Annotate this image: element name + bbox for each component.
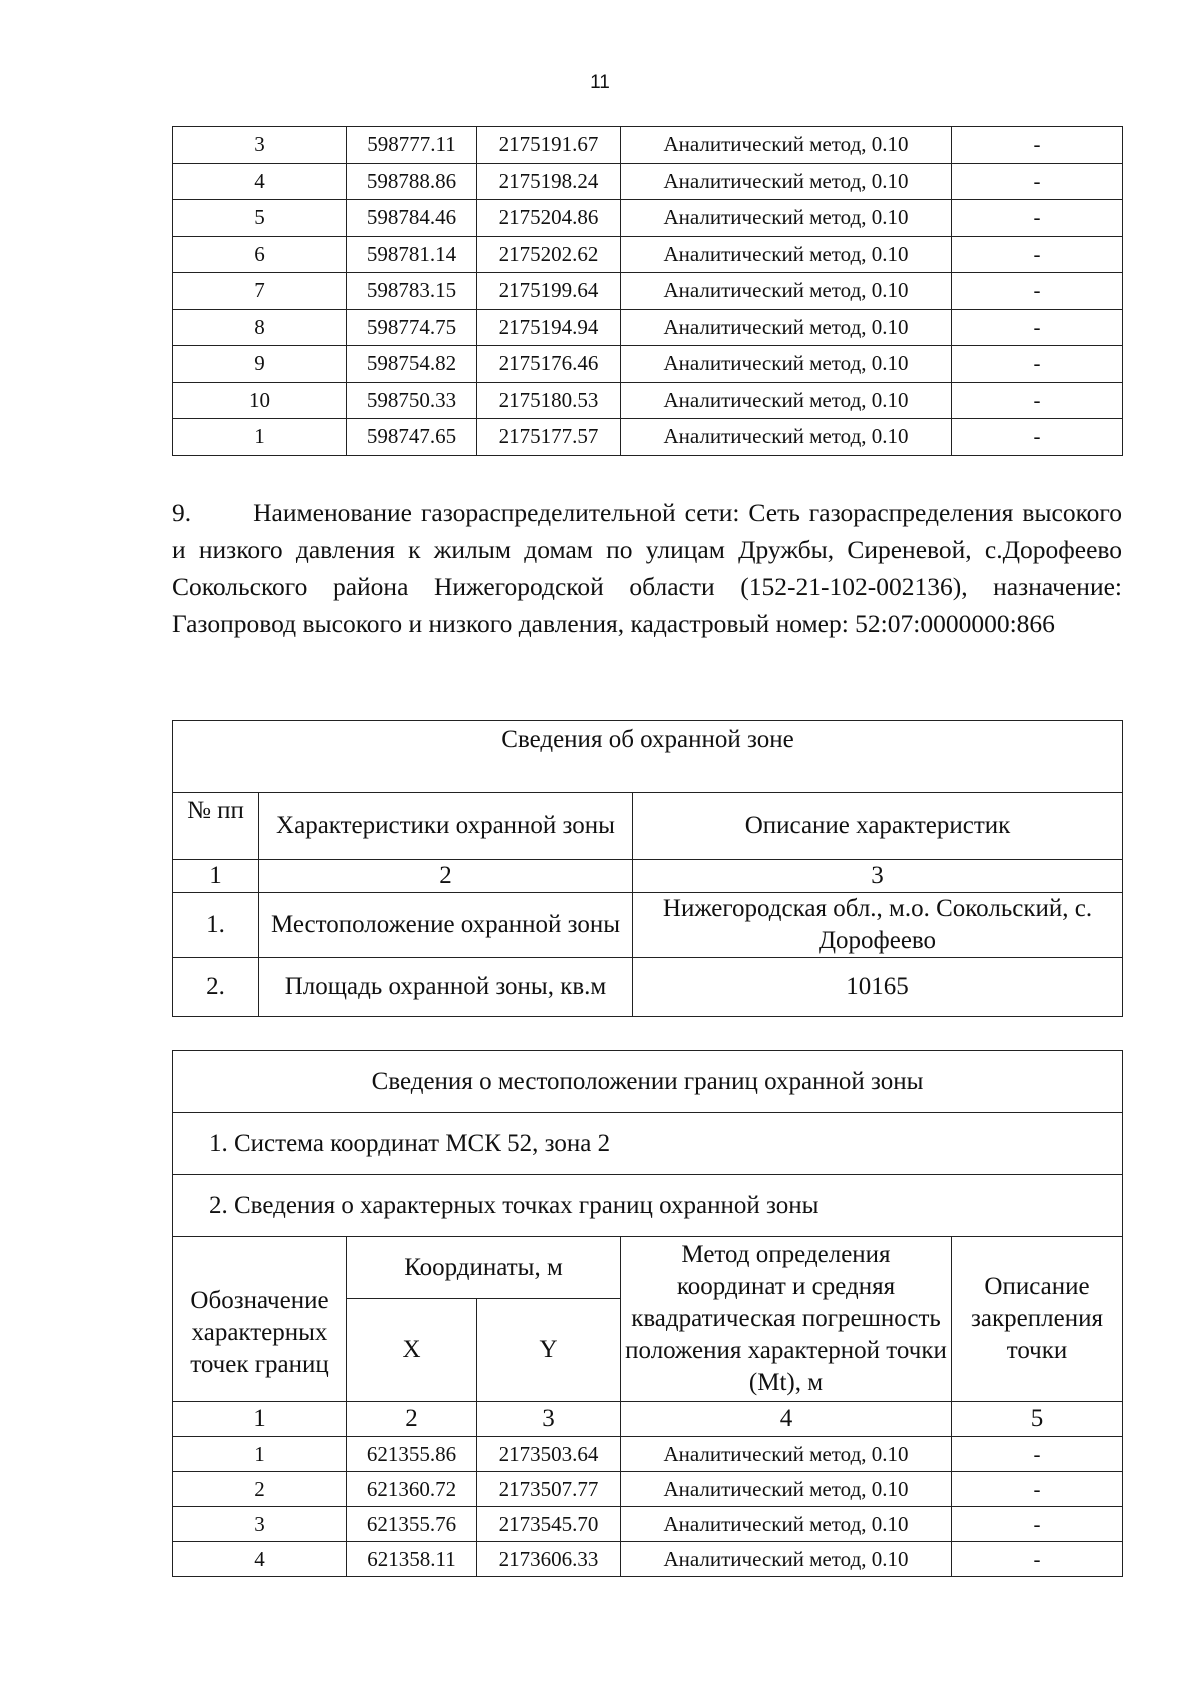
point-number: 3 (173, 127, 347, 164)
method: Аналитический метод, 0.10 (621, 273, 952, 310)
fixing: - (952, 1507, 1123, 1542)
row-number: 1. (173, 893, 259, 958)
col-number: 3 (477, 1402, 621, 1437)
points-title: 2. Сведения о характерных точках границ охранной зоны (173, 1175, 1123, 1237)
table-row (173, 309, 1123, 346)
coord-y: 2175194.94 (477, 309, 621, 346)
coord-y: 2173503.64 (477, 1437, 621, 1472)
method: Аналитический метод, 0.10 (621, 346, 952, 383)
method: Аналитический метод, 0.10 (621, 419, 952, 456)
coord-x: 598784.46 (347, 200, 477, 237)
row-characteristic: Площадь охранной зоны, кв.м (259, 958, 633, 1017)
coord-y: 2175202.62 (477, 236, 621, 273)
coord-x: 598754.82 (347, 346, 477, 383)
coordinate-system: 1. Система координат МСК 52, зона 2 (173, 1113, 1123, 1175)
table-row (173, 200, 1123, 237)
table-row (173, 163, 1123, 200)
table-row (173, 1542, 1123, 1577)
row-characteristic: Местоположение охранной зоны (259, 893, 633, 958)
coord-y: 2175199.64 (477, 273, 621, 310)
point-number: 1 (173, 419, 347, 456)
method: Аналитический метод, 0.10 (621, 1472, 952, 1507)
point-number: 3 (173, 1507, 347, 1542)
method: Аналитический метод, 0.10 (621, 1507, 952, 1542)
header-designation: Обозначение характерных точек границ (173, 1237, 347, 1402)
zone-boundary-table (172, 1050, 1123, 1577)
fixing: - (952, 346, 1123, 383)
page-number: 11 (590, 72, 610, 93)
fixing: - (952, 1472, 1123, 1507)
coord-x: 621358.11 (347, 1542, 477, 1577)
col-number: 1 (173, 860, 259, 893)
coord-y: 2175177.57 (477, 419, 621, 456)
point-number: 5 (173, 200, 347, 237)
fixing: - (952, 236, 1123, 273)
fixing: - (952, 200, 1123, 237)
point-number: 9 (173, 346, 347, 383)
col-number: 2 (259, 860, 633, 893)
coord-y: 2175180.53 (477, 382, 621, 419)
table-row (173, 127, 1123, 164)
point-number: 8 (173, 309, 347, 346)
col-number: 5 (952, 1402, 1123, 1437)
coord-x: 598774.75 (347, 309, 477, 346)
coord-y: 2173545.70 (477, 1507, 621, 1542)
method: Аналитический метод, 0.10 (621, 127, 952, 164)
header-number: № пп (173, 793, 259, 860)
col-number: 2 (347, 1402, 477, 1437)
header-method: Метод определения координат и средняя квадратическая погрешность положения характерной точки (Mt), м (621, 1237, 952, 1402)
method: Аналитический метод, 0.10 (621, 200, 952, 237)
coord-x: 598781.14 (347, 236, 477, 273)
paragraph-text: Наименование газораспределительной сети: Сеть газораспределения высокого и низкого давления к жилым домам по улицам Дружбы, Сиреневой, с.Дорофеево Сокольского района Нижегородской области (152-21-102-002136), назначение: Газопровод высокого и низкого давления, кадастровый номер: 52:07:0000000:866 (172, 498, 1122, 638)
table-row (173, 1437, 1123, 1472)
coordinates-table-continued (172, 126, 1123, 456)
table-row (173, 419, 1123, 456)
coord-x: 621360.72 (347, 1472, 477, 1507)
table-row (173, 1507, 1123, 1542)
coord-x: 598788.86 (347, 163, 477, 200)
point-number: 7 (173, 273, 347, 310)
zone-table-title: Сведения об охранной зоне (173, 721, 1123, 793)
paragraph-number: 9. (172, 498, 192, 527)
table-row (173, 236, 1123, 273)
coord-x: 598747.65 (347, 419, 477, 456)
point-number: 6 (173, 236, 347, 273)
method: Аналитический метод, 0.10 (621, 236, 952, 273)
header-characteristics: Характеристики охранной зоны (259, 793, 633, 860)
fixing: - (952, 382, 1123, 419)
point-number: 4 (173, 163, 347, 200)
col-number: 3 (633, 860, 1123, 893)
coord-y: 2173507.77 (477, 1472, 621, 1507)
table-row (173, 273, 1123, 310)
coord-x: 621355.76 (347, 1507, 477, 1542)
coord-x: 621355.86 (347, 1437, 477, 1472)
coord-x: 598777.11 (347, 127, 477, 164)
coord-y: 2175204.86 (477, 200, 621, 237)
col-number: 4 (621, 1402, 952, 1437)
header-x: X (347, 1299, 477, 1402)
header-fixing: Описание закрепления точки (952, 1237, 1123, 1402)
method: Аналитический метод, 0.10 (621, 163, 952, 200)
fixing: - (952, 127, 1123, 164)
point-number: 2 (173, 1472, 347, 1507)
method: Аналитический метод, 0.10 (621, 309, 952, 346)
method: Аналитический метод, 0.10 (621, 1542, 952, 1577)
table-row (173, 346, 1123, 383)
table-row (173, 382, 1123, 419)
network-description-paragraph (172, 494, 1122, 642)
coord-x: 598783.15 (347, 273, 477, 310)
coord-y: 2175176.46 (477, 346, 621, 383)
coord-y: 2173606.33 (477, 1542, 621, 1577)
point-number: 1 (173, 1437, 347, 1472)
fixing: - (952, 1437, 1123, 1472)
coord-x: 598750.33 (347, 382, 477, 419)
method: Аналитический метод, 0.10 (621, 1437, 952, 1472)
col-number: 1 (173, 1402, 347, 1437)
coord-y: 2175191.67 (477, 127, 621, 164)
method: Аналитический метод, 0.10 (621, 382, 952, 419)
coord-y: 2175198.24 (477, 163, 621, 200)
header-y: Y (477, 1299, 621, 1402)
header-description: Описание характеристик (633, 793, 1123, 860)
point-number: 10 (173, 382, 347, 419)
fixing: - (952, 1542, 1123, 1577)
row-description: Нижегородская обл., м.о. Сокольский, с. Дорофеево (633, 893, 1123, 958)
boundary-table-title: Сведения о местоположении границ охранной зоны (173, 1051, 1123, 1113)
header-coordinates: Координаты, м (347, 1237, 621, 1299)
fixing: - (952, 309, 1123, 346)
fixing: - (952, 163, 1123, 200)
table-row (173, 1472, 1123, 1507)
row-description: 10165 (633, 958, 1123, 1017)
protection-zone-info-table (172, 720, 1123, 1017)
row-number: 2. (173, 958, 259, 1017)
point-number: 4 (173, 1542, 347, 1577)
fixing: - (952, 273, 1123, 310)
fixing: - (952, 419, 1123, 456)
